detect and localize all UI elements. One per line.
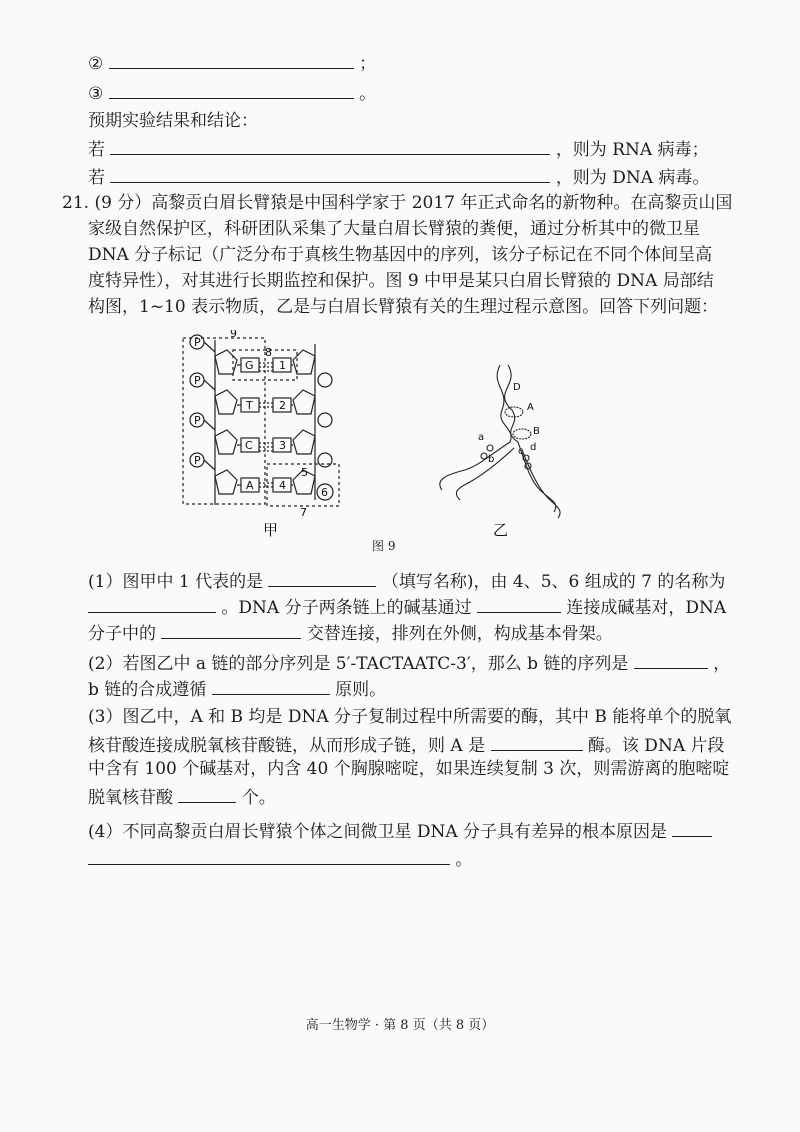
text-segment: 。DNA 分子两条链上的碱基通过 (221, 598, 472, 618)
q21-line-5: 构图，1~10 表示物质，乙是与白眉长臂猿有关的生理过程示意图。回答下列问题： (88, 297, 719, 317)
answer-blank-1-3[interactable] (477, 594, 561, 613)
sugar-pentagon (215, 470, 237, 494)
text-segment: 。 (455, 850, 473, 870)
base-label: G (245, 359, 254, 372)
answer-blank-2-1[interactable] (634, 650, 708, 669)
answer-line-2 (88, 50, 376, 75)
phosphate-circle-right (318, 413, 332, 427)
part1-line-3 (88, 620, 613, 645)
q21-line-1 (62, 192, 732, 214)
text-segment: 酶。该 DNA 片段 (587, 736, 725, 756)
phosphate-label: P (194, 414, 201, 427)
intro-text: (9 分）高黎贡白眉长臂猿是中国科学家于 2017 年正式命名的新物种。在高黎贡山国 (94, 193, 733, 213)
text-segment: (2）若图乙中 a 链的部分序列是 5′-TACTAATC-3′，那么 b 链的序列是 (88, 654, 629, 674)
label-6: 6 (321, 486, 328, 499)
part1-line-1 (88, 568, 725, 593)
label-9: 9 (230, 330, 237, 340)
figure-yi-label: 乙 (493, 521, 509, 539)
part2-line-1 (88, 650, 730, 675)
part3-line-1: (3）图乙中，A 和 B 均是 DNA 分子复制过程中所需要的酶，其中 B 能将单个的脱氧 (88, 707, 732, 727)
text-segment: 脱氧核苷酸 (88, 788, 173, 808)
label-8: 8 (265, 346, 272, 359)
number-label: 1 (279, 359, 286, 372)
answer-blank-1-4[interactable] (161, 620, 301, 639)
label-7: 7 (300, 506, 307, 519)
hydrogen-bonds (259, 363, 273, 487)
answer-blank-2-2[interactable] (212, 676, 330, 695)
result-line-rna (88, 136, 709, 161)
answer-blank-4-1a[interactable] (672, 818, 712, 837)
question-number: 21. (62, 193, 90, 213)
if-prefix: 若 (88, 168, 105, 188)
sugar-pentagon (293, 350, 315, 374)
parental-helix (497, 365, 511, 442)
figure-jia-label: 甲 (263, 521, 279, 539)
q21-line-4: 度特异性），对其进行长期监控和保护。图 9 中甲是某只白眉长臂猿的 DNA 局部结 (88, 271, 714, 291)
answer-blank-2[interactable] (109, 50, 354, 69)
answer-blank-3[interactable] (109, 80, 354, 99)
base-label: C (245, 439, 253, 452)
phosphate-circle-right (318, 453, 332, 467)
sugar-pentagon (293, 430, 315, 454)
dna-structure-diagram (183, 335, 339, 506)
text-segment: 交替连接，排列在外侧，构成基本骨架。 (306, 624, 613, 644)
item-2-end: ； (359, 54, 377, 74)
answer-line-3 (88, 80, 376, 105)
part1-line-2 (88, 594, 726, 619)
left-daughter (440, 442, 510, 490)
text-segment: 分子中的 (88, 624, 156, 644)
text-segment: 个。 (241, 788, 276, 808)
nucleotide (481, 453, 487, 459)
label-D: D (513, 382, 521, 393)
answer-blank-1-1[interactable] (268, 568, 376, 587)
label-c: c (518, 446, 524, 457)
item-3-mark: ③ (88, 84, 104, 104)
text-segment: b 链的合成遵循 (88, 680, 207, 700)
number-label: 3 (279, 439, 286, 452)
left-daughter (456, 448, 514, 500)
result-blank-rna[interactable] (110, 136, 550, 155)
label-d: d (530, 442, 537, 453)
part3-line-4 (88, 784, 276, 809)
text-segment: 原则。 (335, 680, 387, 700)
label-5: 5 (301, 466, 308, 479)
text-segment: ， (713, 654, 731, 674)
label-B: B (533, 426, 540, 437)
if-prefix: 若 (88, 140, 105, 160)
text-segment: 核苷酸连接成脱氧核苷酸链，从而形成子链，则 A 是 (88, 736, 486, 756)
result-line-dna (88, 164, 709, 189)
answer-blank-1-2[interactable] (88, 594, 216, 613)
phosphate-circle-right (318, 373, 332, 387)
replication-diagram (440, 365, 560, 518)
enzyme-B (513, 429, 531, 439)
sugar-pentagon (293, 390, 315, 414)
answer-blank-4-1b[interactable] (88, 846, 450, 865)
sugar-pentagon (215, 430, 237, 454)
base-label: T (246, 399, 253, 412)
number-label: 2 (279, 399, 286, 412)
answer-blank-3-2[interactable] (178, 784, 236, 803)
base-label: A (246, 479, 254, 492)
right-daughter (518, 442, 556, 512)
page-footer: 高一生物学 · 第 8 页（共 8 页） (305, 1018, 495, 1033)
label-b: b (488, 454, 495, 465)
sugar-pentagon (215, 390, 237, 414)
expected-title: 预期实验结果和结论： (88, 111, 258, 131)
number-label: 4 (279, 479, 286, 492)
answer-blank-3-1[interactable] (491, 732, 583, 751)
label-A: A (527, 402, 534, 413)
part3-line-2 (88, 732, 725, 757)
if-suffix: ，则为 RNA 病毒； (555, 140, 709, 160)
text-segment: （填写名称)，由 4、5、6 组成的 7 的名称为 (381, 572, 726, 592)
item-2-mark: ② (88, 54, 104, 74)
phosphate-label: P (194, 454, 201, 467)
part4-line-1 (88, 818, 712, 843)
if-suffix: ，则为 DNA 病毒。 (555, 168, 710, 188)
item-3-end: 。 (359, 84, 377, 104)
q21-line-3: DNA 分子标记（广泛分布于真核生物基因中的序列，该分子标记在不同个体间呈高 (88, 245, 713, 265)
nucleotide (487, 445, 493, 451)
result-blank-dna[interactable] (110, 164, 550, 183)
figure-caption: 图 9 (372, 539, 396, 553)
diagram-labels (194, 330, 328, 519)
sugar-pentagon (215, 350, 237, 374)
figure-9 (175, 330, 605, 555)
q21-line-2: 家级自然保护区，科研团队采集了大量白眉长臂猿的粪便，通过分析其中的微卫星 (88, 219, 700, 239)
part2-line-2 (88, 676, 386, 701)
part3-line-3: 中含有 100 个碱基对，内含 40 个胸腺嘧啶，如果连续复制 3 次，则需游离的胞嘧啶 (88, 759, 730, 779)
label-a: a (478, 432, 485, 443)
text-segment: (1）图甲中 1 代表的是 (88, 572, 264, 592)
phosphate-label: P (194, 336, 201, 349)
text-segment: (4）不同高黎贡白眉长臂猿个体之间微卫星 DNA 分子具有差异的根本原因是 (88, 822, 668, 842)
text-segment: 连接成碱基对，DNA (566, 598, 727, 618)
part4-line-2 (88, 846, 472, 871)
phosphate-label: P (194, 374, 201, 387)
